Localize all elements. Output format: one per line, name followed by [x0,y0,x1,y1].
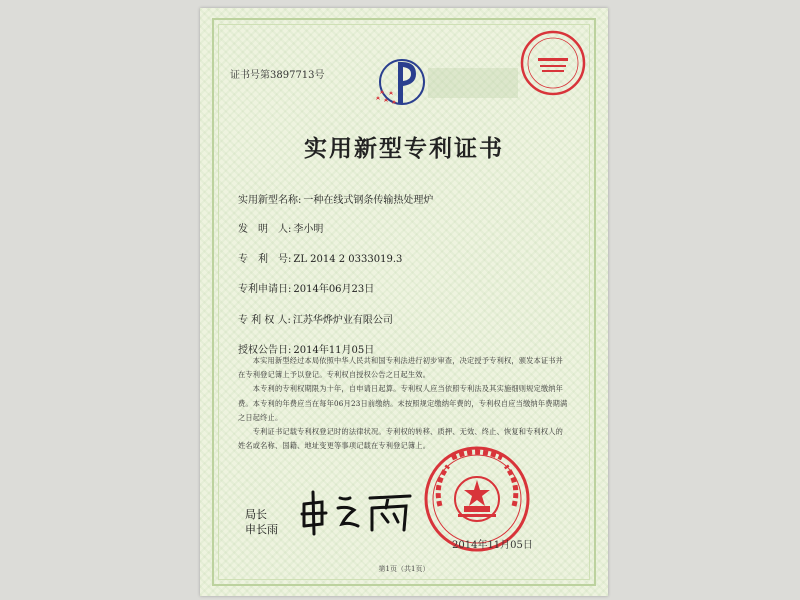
body-paragraph: 本专利的专利权期限为十年，自申请日起算。专利权人应当依照专利法及其实施细则规定缴纳年费。本专利的年费应当在每年06月23日前缴纳。未按照规定缴纳年费的，专利权自应当缴纳年费期满之日起终止。 [238,384,568,422]
field-label: 发 明 人: [238,224,292,235]
seal-date: 2014年11月05日 [452,540,533,551]
field-value: 李小明 [293,224,324,235]
patent-certificate [200,8,608,596]
field-value: ZL 2014 2 0333019.3 [293,254,403,265]
signer-title: 局长 [245,508,267,521]
field-patentee [238,311,393,326]
certificate-body-text [238,354,570,453]
field-patent-number [238,250,402,265]
field-value: 2014年06月23日 [293,284,375,295]
signer-name: 申长雨 [245,523,278,536]
certificate-title: 实用新型专利证书 [304,135,504,162]
field-label: 授权公告日: [238,345,292,356]
field-label: 专 利 号: [238,254,292,265]
body-paragraph: 专利证书记载专利权登记时的法律状况。专利权的转移、质押、无效、终止、恢复和专利权人的姓名或名称、国籍、地址变更等事项记载在专利登记簿上。 [238,427,564,451]
page-footer: 第1页（共1页） [378,565,430,573]
field-value: 江苏华烨炉业有限公司 [292,315,393,326]
certificate-number: 证书号第3897713号 [230,70,325,81]
body-paragraph: 本实用新型经过本局依照中华人民共和国专利法进行初步审查，决定授予专利权，颁发本证书并在专利登记簿上予以登记。专利权自授权公告之日起生效。 [238,356,564,380]
field-label: 专 利 权 人: [238,315,291,326]
patent-office-logo-icon [372,48,434,110]
field-value: 一种在线式钢条传输热处理炉 [303,195,434,206]
handwritten-signature [298,486,418,536]
field-inventor [238,220,323,235]
field-value: 2014年11月05日 [293,345,375,356]
field-label: 专利申请日: [238,284,292,295]
field-application-date [238,280,374,295]
field-utility-model-name [238,191,433,206]
field-label: 实用新型名称: [238,195,302,206]
office-stamp-icon [518,28,588,98]
watermark [428,68,518,98]
